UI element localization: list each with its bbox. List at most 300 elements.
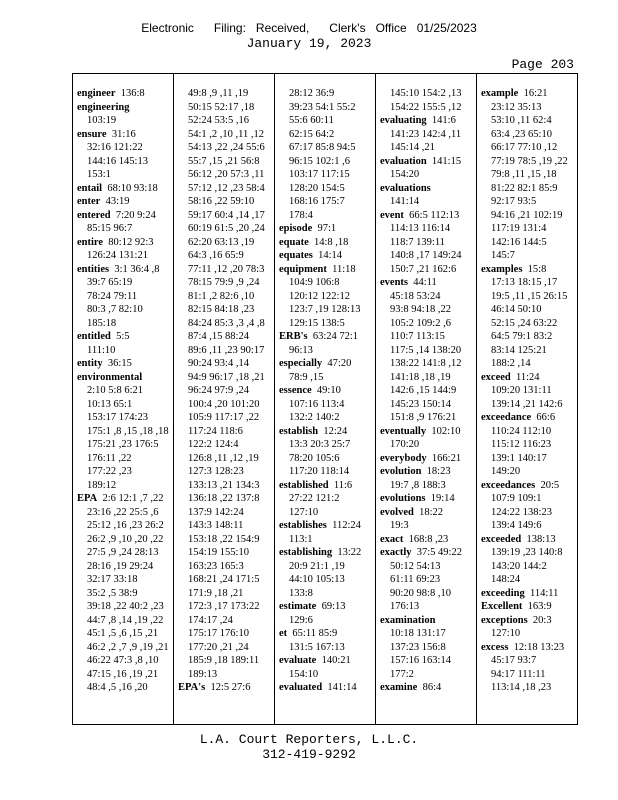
index-headword: establishing xyxy=(279,547,333,558)
index-refs: 47:20 xyxy=(327,358,352,369)
index-headword: enter xyxy=(77,196,101,207)
index-refs: 11:18 xyxy=(332,263,356,275)
index-refs-continued: 20:9 21:1 ,19 xyxy=(289,560,345,572)
index-refs: 5:5 xyxy=(116,331,130,342)
index-refs-continued: 10:13 65:1 xyxy=(87,398,133,410)
index-refs-continued: 172:3 ,17 173:22 xyxy=(188,601,260,612)
index-refs-continued: 168:16 175:7 xyxy=(289,196,345,207)
index-headword: examples xyxy=(481,263,523,275)
index-refs-continued: 78:20 105:6 xyxy=(289,452,340,464)
index-refs-continued: 50:15 52:17 ,18 xyxy=(188,101,255,113)
index-headword: exceedances xyxy=(481,479,536,491)
index-refs-continued: 143:20 144:2 xyxy=(491,560,547,572)
index-refs-continued: 58:16 ,22 59:10 xyxy=(188,196,255,207)
index-refs: 66:6 xyxy=(536,412,556,423)
index-refs-continued: 107:16 113:4 xyxy=(289,398,345,410)
index-refs-continued: 94:16 ,21 102:19 xyxy=(491,209,563,221)
index-column-2 xyxy=(173,74,274,724)
index-refs-continued: 50:12 54:13 xyxy=(390,560,441,572)
index-refs: 168:8 ,23 xyxy=(408,533,449,545)
index-refs-continued: 178:4 xyxy=(289,209,313,221)
index-entry xyxy=(77,182,173,196)
index-refs-continued: 35:2 ,5 38:9 xyxy=(87,587,138,599)
index-refs-continued: 189:12 xyxy=(87,479,117,491)
index-refs-continued: 174:17 ,24 xyxy=(188,614,233,626)
reporter-phone: 312-419-9292 xyxy=(262,747,356,762)
index-entry xyxy=(279,330,375,344)
index-refs-continued: 150:7 ,21 162:6 xyxy=(390,263,457,275)
index-refs: 69:13 xyxy=(321,601,346,612)
index-refs-continued: 55:7 ,15 ,21 56:8 xyxy=(188,155,260,167)
index-entry xyxy=(481,479,577,493)
index-refs: 37:5 49:22 xyxy=(416,547,462,558)
index-entry xyxy=(380,465,476,479)
index-refs-continued: 78:24 79:11 xyxy=(87,290,138,302)
index-refs: 136:8 xyxy=(120,88,145,99)
index-refs-continued: 163:23 165:3 xyxy=(188,560,244,572)
index-entry xyxy=(380,546,476,560)
index-refs: 18:23 xyxy=(426,466,451,477)
index-headword: excess xyxy=(481,641,509,653)
index-refs-continued: 139:19 ,23 140:8 xyxy=(491,547,563,558)
index-refs: 138:13 xyxy=(526,533,556,545)
index-refs-continued: 103:17 117:15 xyxy=(289,169,350,180)
index-entry xyxy=(380,452,476,466)
index-refs: 65:11 85:9 xyxy=(292,628,338,639)
index-headword: EPA's xyxy=(178,682,206,693)
index-refs-continued: 127:3 128:23 xyxy=(188,466,244,477)
index-headword: estimate xyxy=(279,601,317,612)
index-headword: et xyxy=(279,628,288,639)
index-entry xyxy=(77,209,173,223)
index-refs-continued: 177:2 xyxy=(390,668,414,680)
index-headword: evaluate xyxy=(279,655,317,666)
index-refs-continued: 83:14 125:21 xyxy=(491,344,547,356)
index-refs: 20:5 xyxy=(540,479,560,491)
index-refs-continued: 19:3 xyxy=(390,520,409,531)
index-refs-continued: 96:15 102:1 ,6 xyxy=(289,155,350,167)
index-refs-continued: 94:9 96:17 ,18 ,21 xyxy=(188,371,265,383)
index-entry xyxy=(380,506,476,520)
index-refs: 86:4 xyxy=(422,682,442,693)
index-refs: 141:6 xyxy=(431,115,456,126)
index-refs: 36:15 xyxy=(107,358,132,369)
index-headword: especially xyxy=(279,358,323,369)
index-headword: essence xyxy=(279,385,312,396)
index-refs-continued: 110:7 113:15 xyxy=(390,331,445,342)
index-headword: exactly xyxy=(380,547,412,558)
page-number: Page 203 xyxy=(511,57,574,72)
index-refs-continued: 117:5 ,14 138:20 xyxy=(390,344,462,356)
index-headword: everybody xyxy=(380,452,427,464)
index-refs-continued: 153:18 ,22 154:9 xyxy=(188,533,260,545)
index-refs-continued: 77:11 ,12 ,20 78:3 xyxy=(188,263,265,275)
index-headword: ensure xyxy=(77,128,107,140)
index-refs-continued: 63:4 ,23 65:10 xyxy=(491,128,552,140)
index-refs-continued: 154:20 xyxy=(390,169,420,180)
index-refs-continued: 153:1 xyxy=(87,169,111,180)
index-refs-continued: 117:19 131:4 xyxy=(491,223,547,234)
index-refs: 112:24 xyxy=(332,520,361,531)
index-entry xyxy=(77,263,173,277)
index-refs: 7:20 9:24 xyxy=(115,209,156,221)
index-headword: engineering xyxy=(77,101,130,113)
index-refs-continued: 185:9 ,18 189:11 xyxy=(188,655,260,666)
index-refs-continued: 139:1 140:17 xyxy=(491,452,547,464)
index-refs-continued: 176:13 xyxy=(390,601,420,612)
index-refs-continued: 177:20 ,21 ,24 xyxy=(188,641,249,653)
index-entry xyxy=(77,330,173,344)
index-refs-continued: 100:4 ,20 101:20 xyxy=(188,398,260,410)
index-refs-continued: 82:15 84:18 ,23 xyxy=(188,304,255,315)
index-refs-continued: 25:12 ,16 ,23 26:2 xyxy=(87,520,164,531)
index-column-5 xyxy=(476,74,577,724)
index-refs-continued: 175:1 ,8 ,15 ,18 ,18 xyxy=(87,425,169,437)
index-headword: establish xyxy=(279,425,319,437)
index-refs-continued: 177:22 ,23 xyxy=(87,466,132,477)
index-entry xyxy=(380,114,476,128)
index-refs-continued: 52:15 ,24 63:22 xyxy=(491,317,558,329)
index-refs-continued: 185:18 xyxy=(87,317,117,329)
index-refs: 63:24 72:1 xyxy=(312,331,359,342)
index-column-3 xyxy=(274,74,375,724)
index-column-1 xyxy=(73,74,173,724)
index-refs-continued: 154:19 155:10 xyxy=(188,547,249,558)
index-refs-continued: 129:15 138:5 xyxy=(289,317,345,329)
index-refs-continued: 96:13 xyxy=(289,344,313,356)
index-refs-continued: 47:15 ,16 ,19 ,21 xyxy=(87,668,159,680)
index-refs-continued: 78:15 79:9 ,9 ,24 xyxy=(188,277,260,288)
index-entry xyxy=(380,614,476,628)
index-refs-continued: 84:24 85:3 ,3 ,4 ,8 xyxy=(188,317,265,329)
index-entry xyxy=(380,425,476,439)
index-refs-continued: 154:10 xyxy=(289,668,319,680)
index-entry xyxy=(380,182,476,196)
index-refs: 31:16 xyxy=(111,128,136,140)
index-entry xyxy=(380,492,476,506)
index-refs-continued: 56:12 ,20 57:3 ,11 xyxy=(188,169,265,180)
index-headword: evolutions xyxy=(380,493,426,504)
index-refs-continued: 137:9 142:24 xyxy=(188,506,244,518)
index-refs-continued: 127:10 xyxy=(491,628,521,639)
index-headword: entity xyxy=(77,358,103,369)
index-refs-continued: 133:8 xyxy=(289,587,313,599)
index-refs-continued: 103:19 xyxy=(87,115,117,126)
index-refs: 15:8 xyxy=(527,263,547,275)
index-refs-continued: 113:14 ,18 ,23 xyxy=(491,682,552,693)
index-refs-continued: 46:14 50:10 xyxy=(491,304,542,315)
index-refs-continued: 141:18 ,18 ,19 xyxy=(390,371,451,383)
index-headword: entail xyxy=(77,182,103,194)
index-refs-continued: 62:15 64:2 xyxy=(289,128,335,140)
index-refs-continued: 126:24 131:21 xyxy=(87,250,148,261)
index-entry xyxy=(77,357,173,371)
index-refs-continued: 57:12 ,12 ,23 58:4 xyxy=(188,182,265,194)
index-refs: 12:5 27:6 xyxy=(210,682,251,693)
index-refs-continued: 128:20 154:5 xyxy=(289,182,345,194)
index-refs: 102:10 xyxy=(431,425,461,437)
index-entry xyxy=(279,357,375,371)
index-refs-continued: 45:18 53:24 xyxy=(390,290,441,302)
index-refs-continued: 44:7 ,8 ,14 ,19 ,22 xyxy=(87,614,164,626)
index-entry xyxy=(481,263,577,277)
index-refs: 14:8 ,18 xyxy=(314,236,349,248)
index-refs-continued: 49:8 ,9 ,11 ,19 xyxy=(188,88,249,99)
index-refs-continued: 81:1 ,2 82:6 ,10 xyxy=(188,290,255,302)
index-refs-continued: 59:17 60:4 ,14 ,17 xyxy=(188,209,265,221)
index-entry xyxy=(380,533,476,547)
index-entry xyxy=(380,276,476,290)
transcript-date: January 19, 2023 xyxy=(246,36,372,51)
index-refs-continued: 53:10 ,11 62:4 xyxy=(491,115,552,126)
index-refs: 14:14 xyxy=(318,250,343,261)
index-entry xyxy=(279,384,375,398)
index-refs-continued: 10:18 131:17 xyxy=(390,628,446,639)
index-refs-continued: 141:14 xyxy=(390,196,420,207)
index-refs-continued: 151:8 ,9 176:21 xyxy=(390,412,457,423)
index-refs-continued: 111:10 xyxy=(87,344,116,356)
index-refs-continued: 131:5 167:13 xyxy=(289,641,345,653)
index-headword: equates xyxy=(279,250,313,261)
index-headword: evolution xyxy=(380,466,422,477)
index-entry xyxy=(279,546,375,560)
index-refs: 44:11 xyxy=(413,277,437,288)
filing-stamp: Electronic Filing: Received, Clerk's Office 01/25/2023 xyxy=(141,21,477,35)
index-refs-continued: 96:24 97:9 ,24 xyxy=(188,385,249,396)
index-refs-continued: 109:20 131:11 xyxy=(491,385,552,396)
index-refs-continued: 77:19 78:5 ,19 ,22 xyxy=(491,155,568,167)
index-refs-continued: 19:5 ,11 ,15 26:15 xyxy=(491,290,568,302)
index-entry xyxy=(279,627,375,641)
index-refs-continued: 168:21 ,24 171:5 xyxy=(188,574,260,585)
index-entry xyxy=(380,209,476,223)
index-refs-continued: 92:17 93:5 xyxy=(491,196,537,207)
index-headword: exact xyxy=(380,533,404,545)
index-entry xyxy=(279,519,375,533)
index-refs-continued: 27:5 ,9 ,24 28:13 xyxy=(87,547,159,558)
index-entry xyxy=(279,600,375,614)
index-refs: 140:21 xyxy=(321,655,351,666)
index-entry xyxy=(481,371,577,385)
index-refs-continued: 39:18 ,22 40:2 ,23 xyxy=(87,601,164,612)
index-refs-continued: 105:9 117:17 ,22 xyxy=(188,412,260,423)
index-refs-continued: 139:4 149:6 xyxy=(491,520,542,531)
index-entry xyxy=(77,128,173,142)
index-entry xyxy=(279,222,375,236)
index-refs: 3:1 36:4 ,8 xyxy=(114,263,160,275)
index-refs-continued: 136:18 ,22 137:8 xyxy=(188,493,260,504)
index-headword: exceeding xyxy=(481,587,525,599)
index-refs-continued: 145:14 ,21 xyxy=(390,142,435,153)
index-headword: examine xyxy=(380,682,418,693)
index-entry xyxy=(77,87,173,101)
index-refs-continued: 54:1 ,2 ,10 ,11 ,12 xyxy=(188,128,265,140)
index-refs-continued: 175:21 ,23 176:5 xyxy=(87,439,159,450)
index-refs: 166:21 xyxy=(431,452,462,464)
index-refs-continued: 85:15 96:7 xyxy=(87,223,133,234)
index-refs-continued: 48:4 ,5 ,16 ,20 xyxy=(87,682,148,693)
index-refs-continued: 104:9 106:8 xyxy=(289,277,340,288)
index-refs-continued: 62:20 63:13 ,19 xyxy=(188,236,255,248)
index-headword: example xyxy=(481,88,519,99)
index-refs-continued: 124:22 138:23 xyxy=(491,506,552,518)
index-refs-continued: 23:12 35:13 xyxy=(491,101,542,113)
index-headword: exceedance xyxy=(481,412,532,423)
index-refs-continued: 110:24 112:10 xyxy=(491,425,552,437)
index-refs-continued: 39:7 65:19 xyxy=(87,277,133,288)
index-headword: establishes xyxy=(279,520,327,531)
index-refs-continued: 54:13 ,22 ,24 55:6 xyxy=(188,142,265,153)
index-refs-continued: 144:16 145:13 xyxy=(87,155,148,167)
index-refs-continued: 46:22 47:3 ,8 ,10 xyxy=(87,655,159,666)
index-refs-continued: 129:6 xyxy=(289,614,313,626)
index-entry xyxy=(77,195,173,209)
index-refs: 12:24 xyxy=(323,425,348,437)
index-refs-continued: 90:24 93:4 ,14 xyxy=(188,358,249,369)
index-refs: 12:18 13:23 xyxy=(513,641,565,653)
index-refs-continued: 78:9 ,15 xyxy=(289,371,324,383)
index-entry xyxy=(279,263,375,277)
index-entry xyxy=(481,533,577,547)
index-headword: ERB's xyxy=(279,331,308,342)
index-entry xyxy=(481,411,577,425)
index-frame xyxy=(72,73,578,725)
index-entry xyxy=(279,681,375,695)
index-refs-continued: 142:6 ,15 144:9 xyxy=(390,385,457,396)
index-refs-continued: 132:2 140:2 xyxy=(289,412,340,423)
index-refs-continued: 46:2 ,2 ,7 ,9 ,19 ,21 xyxy=(87,641,169,653)
index-headword: exceptions xyxy=(481,614,528,626)
index-refs-continued: 123:7 ,19 128:13 xyxy=(289,304,361,315)
index-refs-continued: 32:17 33:18 xyxy=(87,574,138,585)
index-refs-continued: 171:9 ,18 ,21 xyxy=(188,587,244,599)
index-headword: evaluations xyxy=(380,182,431,194)
index-refs-continued: 81:22 82:1 85:9 xyxy=(491,182,558,194)
index-refs-continued: 2:10 5:8 6:21 xyxy=(87,385,144,396)
index-refs: 43:19 xyxy=(105,196,130,207)
index-refs-continued: 122:2 124:4 xyxy=(188,439,239,450)
index-refs: 68:10 93:18 xyxy=(107,182,158,194)
index-refs-continued: 23:16 ,22 25:5 ,6 xyxy=(87,506,159,518)
index-refs: 18:22 xyxy=(419,506,443,518)
index-headword: eventually xyxy=(380,425,427,437)
index-refs: 2:6 12:1 ,7 ,22 xyxy=(102,493,164,504)
footer xyxy=(0,732,618,762)
index-refs-continued: 28:12 36:9 xyxy=(289,88,335,99)
index-refs-continued: 89:6 ,11 ,23 90:17 xyxy=(188,344,265,356)
index-entry xyxy=(380,681,476,695)
index-refs-continued: 64:3 ,16 65:9 xyxy=(188,250,244,261)
index-refs-continued: 94:17 111:11 xyxy=(491,668,546,680)
index-refs: 19:14 xyxy=(430,493,455,504)
index-refs: 16:21 xyxy=(523,88,548,99)
index-refs-continued: 117:24 118:6 xyxy=(188,425,243,437)
index-entry xyxy=(77,371,173,385)
index-refs-continued: 45:1 ,5 ,6 ,15 ,21 xyxy=(87,628,159,639)
index-headword: episode xyxy=(279,223,313,234)
index-refs-continued: 26:2 ,9 ,10 ,20 ,22 xyxy=(87,533,164,545)
index-refs-continued: 67:17 85:8 94:5 xyxy=(289,142,356,153)
index-refs-continued: 170:20 xyxy=(390,439,420,450)
index-refs-continued: 87:4 ,15 88:24 xyxy=(188,331,249,342)
index-refs-continued: 120:12 122:12 xyxy=(289,290,350,302)
index-entry xyxy=(481,641,577,655)
index-refs-continued: 114:13 116:14 xyxy=(390,223,451,234)
index-refs-continued: 55:6 60:11 xyxy=(289,115,334,126)
index-refs-continued: 19:7 ,8 188:3 xyxy=(390,479,446,491)
index-headword: evaluation xyxy=(380,155,427,167)
index-headword: event xyxy=(380,209,404,221)
index-refs-continued: 66:17 77:10 ,12 xyxy=(491,142,558,153)
index-headword: entities xyxy=(77,263,110,275)
index-entry xyxy=(279,425,375,439)
index-refs-continued: 153:17 174:23 xyxy=(87,412,148,423)
index-entry xyxy=(481,614,577,628)
index-refs-continued: 143:3 148:11 xyxy=(188,520,244,531)
index-refs: 97:1 xyxy=(317,223,337,234)
index-refs-continued: 145:7 xyxy=(491,250,515,261)
index-refs-continued: 17:13 18:15 ,17 xyxy=(491,277,558,288)
index-headword: environmental xyxy=(77,371,143,383)
index-headword: events xyxy=(380,277,408,288)
index-entry xyxy=(77,492,173,506)
index-refs-continued: 118:7 139:11 xyxy=(390,236,445,248)
index-column-4 xyxy=(375,74,476,724)
index-entry xyxy=(380,155,476,169)
index-refs: 11:6 xyxy=(333,479,353,491)
index-headword: entire xyxy=(77,236,104,248)
index-headword: entered xyxy=(77,209,111,221)
index-refs-continued: 113:1 xyxy=(289,533,313,545)
index-refs-continued: 80:3 ,7 82:10 xyxy=(87,304,143,315)
index-refs-continued: 126:8 ,11 ,12 ,19 xyxy=(188,452,259,464)
index-refs-continued: 105:2 109:2 ,6 xyxy=(390,317,451,329)
index-refs-continued: 13:3 20:3 25:7 xyxy=(289,439,351,450)
index-headword: evaluated xyxy=(279,682,323,693)
index-headword: equipment xyxy=(279,263,327,275)
index-headword: exceed xyxy=(481,371,511,383)
index-headword: EPA xyxy=(77,493,98,504)
index-refs-continued: 188:2 ,14 xyxy=(491,358,531,369)
index-refs-continued: 142:16 144:5 xyxy=(491,236,547,248)
index-refs-continued: 148:24 xyxy=(491,574,521,585)
index-refs-continued: 127:10 xyxy=(289,506,319,518)
index-headword: examination xyxy=(380,614,436,626)
index-refs-continued: 140:8 ,17 149:24 xyxy=(390,250,462,261)
index-refs-continued: 61:11 69:23 xyxy=(390,574,441,585)
index-refs-continued: 90:20 98:8 ,10 xyxy=(390,587,451,599)
index-entry xyxy=(279,654,375,668)
index-refs: 66:5 112:13 xyxy=(409,209,460,221)
index-refs: 141:15 xyxy=(431,155,462,167)
index-refs-continued: 149:20 xyxy=(491,466,521,477)
index-refs-continued: 93:8 94:18 ,22 xyxy=(390,304,451,315)
index-refs: 49:10 xyxy=(316,385,341,396)
index-refs-continued: 79:8 ,11 ,15 ,18 xyxy=(491,169,557,180)
index-headword: engineer xyxy=(77,88,116,99)
index-headword: Excellent xyxy=(481,601,523,612)
index-entry xyxy=(77,236,173,250)
index-refs-continued: 44:10 105:13 xyxy=(289,574,345,585)
index-refs-continued: 28:16 ,19 29:24 xyxy=(87,560,154,572)
index-headword: established xyxy=(279,479,329,491)
index-refs-continued: 39:23 54:1 55:2 xyxy=(289,101,356,113)
index-refs-continued: 107:9 109:1 xyxy=(491,493,542,504)
index-entry xyxy=(178,681,274,695)
index-refs-continued: 138:22 141:8 ,12 xyxy=(390,358,462,369)
index-entry xyxy=(481,587,577,601)
reporter-company: L.A. Court Reporters, L.L.C. xyxy=(199,732,419,747)
